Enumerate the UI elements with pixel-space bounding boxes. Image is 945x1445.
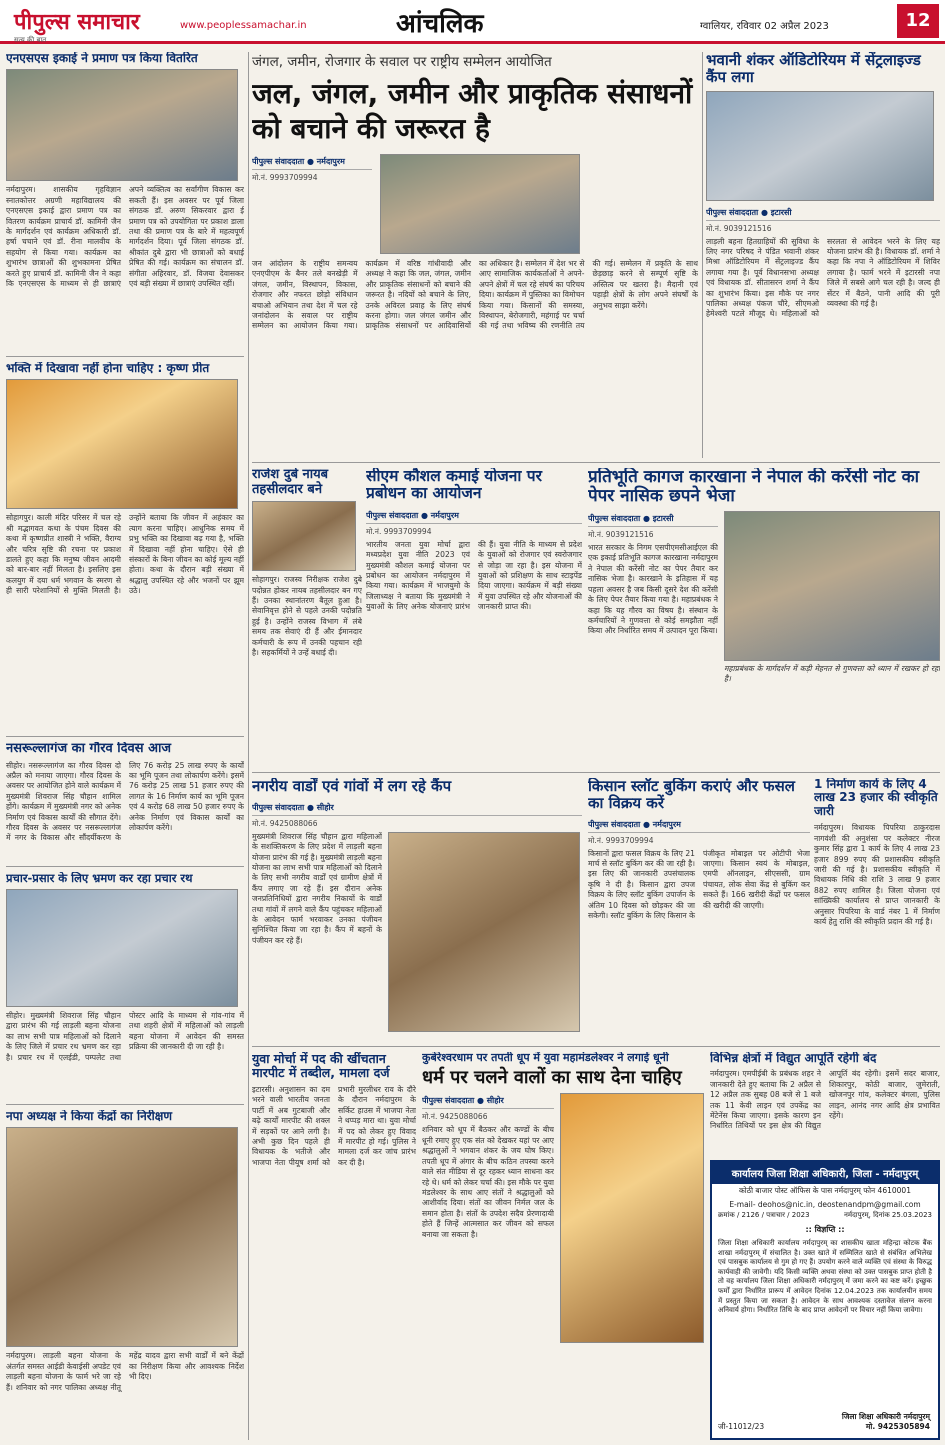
headline: एनएसएस इकाई ने प्रमाण पत्र किया वितरित (6, 52, 198, 65)
reporter-mobile: मो.नं. 9993709994 (366, 526, 432, 536)
headline: भवानी शंकर ऑडिटोरियम में सेंट्रलाइज्ड कैंप लगा (706, 52, 921, 86)
divider (252, 772, 940, 773)
article-body: सोहागपुर। राजस्व निरीक्षक राजेश दुबे पदोन्नत होकर नायब तहसीलदार बन गए हैं। उनका स्थानांतरण बैतूल हुआ है। सेवानिवृत्त होने से पहले उनकी पदोन्नति हुई है। उन्होंने राजस्व विभाग में लंबे समय तक सेवाएं दी हैं और ईमानदार कर्मचारी के रूप में उनकी पहचान रही है। सहकर्मियों ने उन्हें बधाई दी। (252, 575, 362, 657)
article-kaushal-kamai (366, 468, 582, 748)
headline: राजेश दुबे नायब तहसीलदार बने (252, 468, 329, 497)
reporter-mobile: मो.नं. 9039121516 (706, 223, 772, 233)
photo (706, 91, 934, 201)
reporter-mobile: मो.नं. 9425088066 (252, 818, 318, 828)
headline: 1 निर्माण कार्य के लिए 4 लाख 23 हजार की स्वीकृति जारी (814, 778, 938, 818)
article-rajesh-dubey (252, 468, 362, 748)
section-title: आंचलिक (396, 9, 484, 39)
article-prachar (6, 872, 244, 1100)
government-notice-ad (710, 1160, 940, 1440)
lead-photo (380, 154, 580, 254)
subheadline: धर्म पर चलने वालों का साथ देना चाहिए (422, 1067, 682, 1089)
reporter-mobile: मो.नं. 9039121516 (588, 530, 654, 540)
article-sanction (814, 778, 940, 1042)
reporter-mobile: मो.नं. 9425088066 (422, 1112, 488, 1122)
headline: युवा मोर्चा में पद की खींचतान मारपीट में तब्दील, मामला दर्ज (252, 1052, 390, 1080)
byline: पीपुल्स संवाददाता ● इटारसी (706, 205, 940, 221)
divider (252, 462, 940, 463)
article-camps (252, 778, 582, 1042)
article-body: सोहागपुर। काली मंदिर परिसर में चल रहे श्री मद्भागवत कथा के पंचम दिवस की कथा में कृष्णप्रीत शास्त्री ने भक्ति, वैराग्य और चरित्र सृष्टि की रचना पर प्रकाश डालते हुए कहा कि मनुष्य जीवन आदमी को बार-बार नहीं मिलता है। इसलिए इस कलयुग में दया धर्म भगवान के स्मरण से ही सारी परेशानियों से मुक्ति मिलती है। उन्होंने बताया कि जीवन में अहंकार का त्याग करना चाहिए। आधुनिक समय में प्रभु भक्ति का दिखावा बढ़ गया है, भक्ति में दिखावा नहीं होना चाहिए। ऐसे ही संस्कारों के बिना जीवन का कोई मूल्य नहीं होता। कथा के दौरान बड़ी संख्या में श्रद्धालु उपस्थित रहे और भजनों पर झूम उठे। (6, 513, 244, 596)
ad-code: जी-11012/23 (718, 1422, 765, 1431)
article-nss (6, 52, 244, 352)
ad-email: E-mail- deohos@nic.in, deostenandpm@gmail.com (729, 1200, 921, 1209)
ad-heading: :: विज्ञप्ति :: (805, 1225, 845, 1234)
article-electricity (710, 1046, 940, 1047)
reporter-mobile: मो.नं. 9993709994 (252, 173, 318, 182)
article-body: नर्मदापुरम। विधायक पिपरिया ठाकुरदास नागवंशी की अनुशंसा पर कलेक्टर नीरज कुमार सिंह द्वारा 1 कार्य के लिए 4 लाख 23 हजार 899 रुपए की प्रशासकीय स्वीकृति जारी की गई है। प्रशासकीय स्वीकृति में विधायक निधि की राशि 3 लाख 9 हजार 882 रुपए शामिल है। जिला योजना एवं सांख्यिकी कार्यालय से प्राप्त जानकारी के अनुसार पिपरिया के वार्ड नंबर 1 में निर्माण कार्य हेतु राशि की स्वीकृति प्रदान की गई है। (814, 823, 940, 926)
ad-ref: क्रमांक / 2126 / पत्राचार / 2023 (718, 1211, 810, 1219)
column-divider (702, 52, 703, 458)
photo (560, 1093, 704, 1343)
headline: विभिन्न क्षेत्रों में विद्युत आपूर्ति रहेगी बंद (710, 1052, 877, 1065)
article-bhakti (6, 362, 244, 732)
article-body: नर्मदापुरम। शासकीय गृहविज्ञान स्नातकोत्तर अग्रणी महाविद्यालय की एनएसएस इकाई द्वारा प्रमाण पत्र का वितरण कार्यक्रम प्राचार्य डॉ. कामिनी जैन के मार्गदर्शन एवं कार्यक्रम अधिकारी डॉ. हर्षा चचाने एवं डॉ. रीना मालवीय के सहयोग से किया गया। कार्यक्रम का शुभारंभ छात्राओं की शुभकामना प्रेषित करते हुए प्राचार्य डॉ. कामिनी जैन ने कहा कि एनएसएस के माध्यम से ही छात्राएं अपने व्यक्तित्व का सर्वांगीण विकास कर सकती हैं। इस अवसर पर पूर्व जिला संगठक डॉ. अरुण सिकरवार द्वारा ई प्रमाण पत्र को उपयोगिता पर प्रकाश डाला तथा की प्रमाण पत्र के बारे में महत्वपूर्ण मार्गदर्शन दिया। पूर्व जिला संगठक डॉ. श्रीकांत दुबे द्वारा भी छात्राओं को बधाई प्रेषित की गई। कार्यक्रम का संचालन डॉ. संगीता अहिरवार, डॉ. विजया देवासकर एवं बड़ी संख्या में छात्राएं उपस्थित रहीं। (6, 185, 244, 289)
article-power-outage (710, 1052, 940, 1156)
article-body: भारत सरकार के निगम एसपीएमसीआईएल की एक इकाई प्रतिभूति कागज कारखाना नर्मदापुरम ने नेपाल की करेंसी नोट का पेपर तैयार कर नासिक भेजा है। कारखाने के इतिहास में यह पहला अवसर है जब किसी दूसरे देश की करेंसी के लिए पेपर तैयार किया गया है। महाप्रबंधक ने कहा कि यह गौरव का विषय है। संस्थान के कर्मचारियों ने गुणवत्ता से कोई समझौता नहीं किया और निर्धारित समय में उत्पादन पूरा किया। (588, 543, 718, 636)
article-auditorium (706, 52, 940, 456)
article-body: सीहोर। मुख्यमंत्री शिवराज सिंह चौहान द्वारा प्रारंभ की गई लाड़ली बहना योजना का लाभ सभी पात्र महिलाओं को दिलाने के लिए जिले में प्रचार रथ भ्रमण कर रहा है। प्रचार रथ में एलईडी, पम्पलेट तथा पोस्टर आदि के माध्यम से गांव-गांव में तथा शहरी क्षेत्रों में महिलाओं को लाड़ली बहना योजना में आवेदन की समस्त प्रक्रिया की जानकारी दी जा रही है। (6, 1010, 244, 1062)
article-slot-booking (588, 778, 810, 1042)
ad-address: कोठी बाजार पोस्ट ऑफिस के पास नर्मदापुरम् फोन 4610001 (739, 1186, 911, 1195)
lead-headline: जल, जंगल, जमीन और प्राकृतिक संसाधनों को बचाने की जरूरत है (252, 77, 693, 145)
article-napa (6, 1110, 244, 1440)
masthead (0, 0, 945, 44)
headline: नपा अध्यक्ष ने किया केंद्रों का निरीक्षण (6, 1110, 173, 1123)
photo (388, 832, 580, 1032)
article-body: भारतीय जनता युवा मोर्चा द्वारा मध्यप्रदेश युवा नीति 2023 एवं मुख्यमंत्री कौशल कमाई योजना पर प्रबोधन का आयोजन नर्मदापुरम में किया गया। कार्यक्रम में भाजयुमो के जिलाध्यक्ष ने बताया कि मुख्यमंत्री ने युवाओं के लिए अनेक योजनाएं प्रारंभ की हैं। युवा नीति के माध्यम से प्रदेश के युवाओं को रोजगार एवं स्वरोजगार से जोड़ा जा रहा है। इस योजना में युवाओं को प्रशिक्षण के साथ स्टाइपेंड दिया जाएगा। कार्यक्रम में बड़ी संख्या में युवा उपस्थित रहे और योजनाओं की जानकारी प्राप्त की। (366, 539, 582, 612)
article-body: सीहोर। नसरूल्लागंज का गौरव दिवस दो अप्रैल को मनाया जाएगा। गौरव दिवस के अवसर पर आयोजित होने वाले कार्यक्रम में मुख्यमंत्री शिवराज सिंह चौहान शामिल होंगे। कार्यक्रम में मुख्यमंत्री नगर को अनेक निर्माण एवं विकास कार्यों की सौगात देंगे। गौरव दिवस के अवसर पर नसरूल्लागंज में नगर के विकास और सौंदर्यीकरण के लिए 76 करोड़ 25 लाख रुपए के कार्यों का भूमि पूजन तथा लोकार्पण करेंगे। इसमें 76 करोड़ 25 लाख 51 हजार रुपए की लागत के 16 निर्माण कार्य का भूमि पूजन एवं 4 करोड़ 68 लाख 50 हजार रुपए के अनेक निर्माण एवं विकास कार्यों का लोकार्पण करेंगे। (6, 760, 244, 843)
byline: पीपुल्स संवाददाता ● नर्मदापुरम (252, 154, 372, 170)
article-yuva-morcha (252, 1052, 416, 1440)
photo (6, 1127, 238, 1347)
article-kubereshwar (422, 1052, 704, 1440)
article-security-paper (588, 468, 940, 768)
headline: प्रचार-प्रसार के लिए भ्रमण कर रहा प्रचार रथ (6, 872, 193, 885)
headline: कुबेरेश्वरधाम पर तपती धूप में युवा महामंडलेश्वर ने लगाई धूनी (422, 1052, 669, 1064)
article-gaurav (6, 742, 244, 860)
article-body: शनिवार को धूप में बैठकर और कण्डों के बीच धूनी रमाए हुए एक संत को देखकर यहां पर आए श्रद्धालुओं ने भगवान शंकर के जय घोष किए। तपती धूप में अंगार के बीच कठिन तपस्या करने वाले संत मीडिया से दूर रहकर ध्यान साधना कर रहे थे। धर्म को लेकर चर्चा की। इस मौके पर युवा मंडलेश्वर के साथ आए संतों ने श्रद्धालुओं को आशीर्वाद दिया। संतों का जीवन निर्मल जल के समान होता है। संतों के उपदेश सदैव प्रेरणादायी होते हैं जिन्हें आत्मसात कर जीवन को सफल बनाया जा सकता है। (422, 1125, 554, 1239)
lead-article (252, 52, 698, 456)
byline: पीपुल्स संवाददाता ● इटारसी (588, 511, 718, 527)
article-body: लाड़ली बहना हितग्राहियों की सुविधा के लिए नगर परिषद ने पंडित भवानी शंकर मिश्रा ऑडिटोरियम में सेंट्रलाइज्ड कैंप लगाया गया है। पूर्व विधानसभा अध्यक्ष एवं विधायक डॉ. सीतासरन शर्मा ने कैंप का शुभारंभ किया। इस मौके पर नगर पालिका अध्यक्ष पंकज चौरे, सीएमओ हेमेश्वरी पटले मौजूद थे। महिलाओं को सरलता से आवेदन भरने के लिए यह योजना प्रारंभ की है। विधायक डॉ. शर्मा ने कहा कि नपा ने ऑडिटोरियम में शिविर लगाया है। फार्म भरने में इटारसी नपा जिले में सबसे आगे चल रही है। जल्द ही सेंटर में बैठने, पानी आदि की पूरी व्यवस्था की गई है। (706, 236, 940, 319)
page-number: 12 (897, 4, 939, 38)
website-link[interactable]: www.peoplessamachar.in (180, 20, 307, 31)
article-body: इटारसी। अनुशासन का दम भरने वाली भारतीय जनता पार्टी में अब गुटबाजी और बढ़े कार्यों मारपीट की शक्ल में सड़कों पर आने लगी है। अभी कुछ दिन पहले ही विधायक के भतीजे और भाजपा नेता पीयूष शर्मा को प्रभारी मुरलीधर राव के दौरे के दौरान नर्मदापुरम के सर्किट हाउस में भाजपा नेता ने थप्पड़ मारा था। युवा मोर्चा में पद को लेकर हुए विवाद में मारपीट हो गई। पुलिस ने मामला दर्ज कर जांच प्रारंभ कर दी है। (252, 1085, 416, 1167)
lead-kicker: जंगल, जमीन, रोजगार के सवाल पर राष्ट्रीय सम्मेलन आयोजित (252, 54, 552, 70)
dateline: ग्वालियर, रविवार 02 अप्रैल 2023 (700, 21, 829, 32)
headline: नगरीय वार्डों एवं गांवों में लग रहे कैंप (252, 778, 452, 795)
article-body: मुख्यमंत्री शिवराज सिंह चौहान द्वारा महिलाओं के सशक्तिकरण के लिए प्रदेश में लाड़ली बहना योजना प्रारंभ की गई है। मुख्यमंत्री लाड़ली बहना योजना का लाभ सभी पात्र महिलाओं को दिलाने के लिए सभी नगरीय वार्डों एवं ग्रामीण क्षेत्रों में कैंप लगाए जा रहे हैं। इस दौरान अनेक जनप्रतिनिधियों द्वारा नगरीय निकायों के वार्डों तथा गांवों में लगने वाले कैंप पहुंचकर महिलाओं के आवेदन फार्म भरवाकर उनका पंजीयन सुनिश्चित किया जा रहा है। कैंप में बहनों के पंजीयन कर रहे हैं। (252, 831, 382, 945)
byline: पीपुल्स संवाददाता ● सीहोर (422, 1093, 554, 1109)
column-divider (248, 52, 249, 1440)
headline: भक्ति में दिखावा नहीं होना चाहिए : कृष्ण प्रीत (6, 362, 210, 375)
article-power-cut (710, 782, 711, 783)
divider (6, 736, 244, 737)
headline: किसान स्लॉट बुकिंग कराएं और फसल का विक्रय करें (588, 778, 795, 812)
portrait-photo (252, 501, 356, 571)
photo-caption: महाप्रबंधक के मार्गदर्शन में कड़ी मेहनत से गुणवत्ता को ध्यान में रखकर हो रहा है। (724, 664, 940, 684)
byline: पीपुल्स संवाददाता ● नर्मदापुरम (366, 508, 582, 524)
headline: सीएम कौशल कमाई योजना पर प्रबोधन का आयोजन (366, 468, 542, 503)
byline: पीपुल्स संवाददाता ● सीहोर (252, 800, 582, 816)
photo (6, 379, 238, 509)
photo (724, 511, 940, 661)
photo (6, 889, 238, 1007)
photo (6, 69, 238, 181)
ad-signature: जिला शिक्षा अधिकारी नर्मदापुरम् मो. 9425305894 (841, 1412, 930, 1431)
byline: पीपुल्स संवाददाता ● नर्मदापुरम (588, 817, 810, 833)
article-body: नर्मदापुरम। एमपीईबी के प्रबंधक शहर ने जानकारी देते हुए बताया कि 2 अप्रैल से 12 अप्रैल तक सुबह 08 बजे से 1 बजे तक 11 केवी लाइन एवं उपकेंद्र का मेंटेनेंस किया जाएगा। इसके कारण इन निर्धारित तिथियों पर इस क्षेत्र की विद्युत आपूर्ति बंद रहेगी। इसमें सदर बाजार, शिकारपुर, कोठी बाजार, जुमेराती, खोजनपुर गांव, कलेक्टर बंगला, पुलिस लाइन, आनंद नगर आदि क्षेत्र प्रभावित रहेंगे। (710, 1069, 940, 1131)
article-body: नर्मदापुरम। लाड़ली बहना योजना के अंतर्गत समस्त आईडी केवाईसी अपडेट एवं लाड़ली बहना योजना के फार्म भरे जा रहे हैं। शनिवार को नगर पालिका अध्यक्ष नीतू महेंद्र यादव द्वारा सभी वार्डों में बने केंद्रों का निरीक्षण किया और आवश्यक निर्देश भी दिए। (6, 1351, 244, 1392)
divider (6, 1104, 244, 1105)
newspaper-logo: पीपुल्स समाचार सत्य की बात (14, 9, 140, 44)
headline: प्रतिभूति कागज कारखाना ने नेपाल की करेंसी नोट का पेपर नासिक छपने भेजा (588, 468, 920, 507)
ad-title: कार्यालय जिला शिक्षा अधिकारी, जिला - नर्मदापुरम् (712, 1162, 938, 1184)
headline: नसरूल्लागंज का गौरव दिवस आज (6, 742, 172, 756)
ad-body: जिला शिक्षा अधिकारी कार्यालय नर्मदापुरम् का शासकीय खाता महिन्द्रा कोटक बैंक शाखा नर्मदापुरम् में संचालित है। उक्त खाते में सम्मिलित खाते से संबंधित अभिलेख एवं पासबुक कार्यालय से गुम हो गए हैं। उपयोग करने वाले व्यक्ति एवं संस्था के विरुद्ध कार्यवाही की जावेगी। यदि किसी व्यक्ति अथवा संस्था को उक्त पासबुक प्राप्त होती है तो वह कार्यालय जिला शिक्षा अधिकारी नर्मदापुरम् में जमा करने का कष्ट करें। इच्छुक फर्मों द्वारा निर्धारित प्रारूप में आवेदन दिनांक 12.04.2023 तक कार्यालयीन समय में प्रस्तुत किया जा सकता है। आवेदन के साथ आवश्यक दस्तावेज संलग्न करना अनिवार्य होगा। निर्धारित तिथि के बाद प्राप्त आवेदनों पर विचार नहीं किया जावेगा। (718, 1239, 932, 1315)
ad-date: नर्मदापुरम्, दिनांक 25.03.2023 (844, 1211, 932, 1219)
article-body: जन आंदोलन के राष्ट्रीय समन्वय एनएपीएम के बैनर तले बनखेड़ी में जंगल, जमीन, विस्थापन, विकास, रोजगार और नफरत छोड़ो संविधान बचाओ अभियान तथा देश में चल रहे जनांदोलन के सवाल पर राष्ट्रीय सम्मेलन का आयोजन किया गया। कार्यक्रम में वरिष्ठ गांधीवादी और अध्यक्ष ने कहा कि जल, जंगल, जमीन और प्राकृतिक संसाधनों को बचाने की जरूरत है। नदियों को बचाने के लिए, उनके अविरल प्रवाह के लिए संघर्ष करना होगा। जल जंगल जमीन और प्राकृतिक संसाधनों पर आदिवासियों का अधिकार है। सम्मेलन में देश भर से आए सामाजिक कार्यकर्ताओं ने अपने-अपने क्षेत्रों में चल रहे संघर्ष का परिचय दिया। कार्यक्रम में पुस्तिका का विमोचन किया गया। किसानों की समस्या, विस्थापन, बेरोजगारी, महंगाई पर चर्चा की गई तथा भविष्य की रणनीति तय की गई। सम्मेलन में प्रकृति के साथ छेड़छाड़ करने से सम्पूर्ण सृष्टि के अस्तित्व पर खतरा है। मैदानी एवं पहाड़ी क्षेत्रों के लोग अपने संघर्षों के अनुभव साझा करेंगे। (252, 259, 698, 331)
divider (6, 356, 244, 357)
divider (6, 866, 244, 867)
reporter-mobile: मो.नं. 9993709994 (588, 835, 654, 845)
article-body: किसानों द्वारा फसल विक्रय के लिए 21 मार्च से स्लॉट बुकिंग कर की जा रही है। इस लिए की जानकारी उपसंचालक कृषि ने दी है। किसान द्वारा उपज विक्रय के लिए स्लॉट बुकिंग उपार्जन के अंतिम 10 दिवस को छोड़कर की जा सकेगी। स्लॉट बुकिंग के लिए किसान के पंजीकृत मोबाइल पर ओटीपी भेजा जाएगा। किसान स्वयं के मोबाइल, एमपी ऑनलाइन, सीएससी, ग्राम पंचायत, लोक सेवा केंद्र से बुकिंग कर सकते हैं। 166 खरीदी केंद्रों पर फसल की खरीदी की जाएगी। (588, 848, 810, 921)
